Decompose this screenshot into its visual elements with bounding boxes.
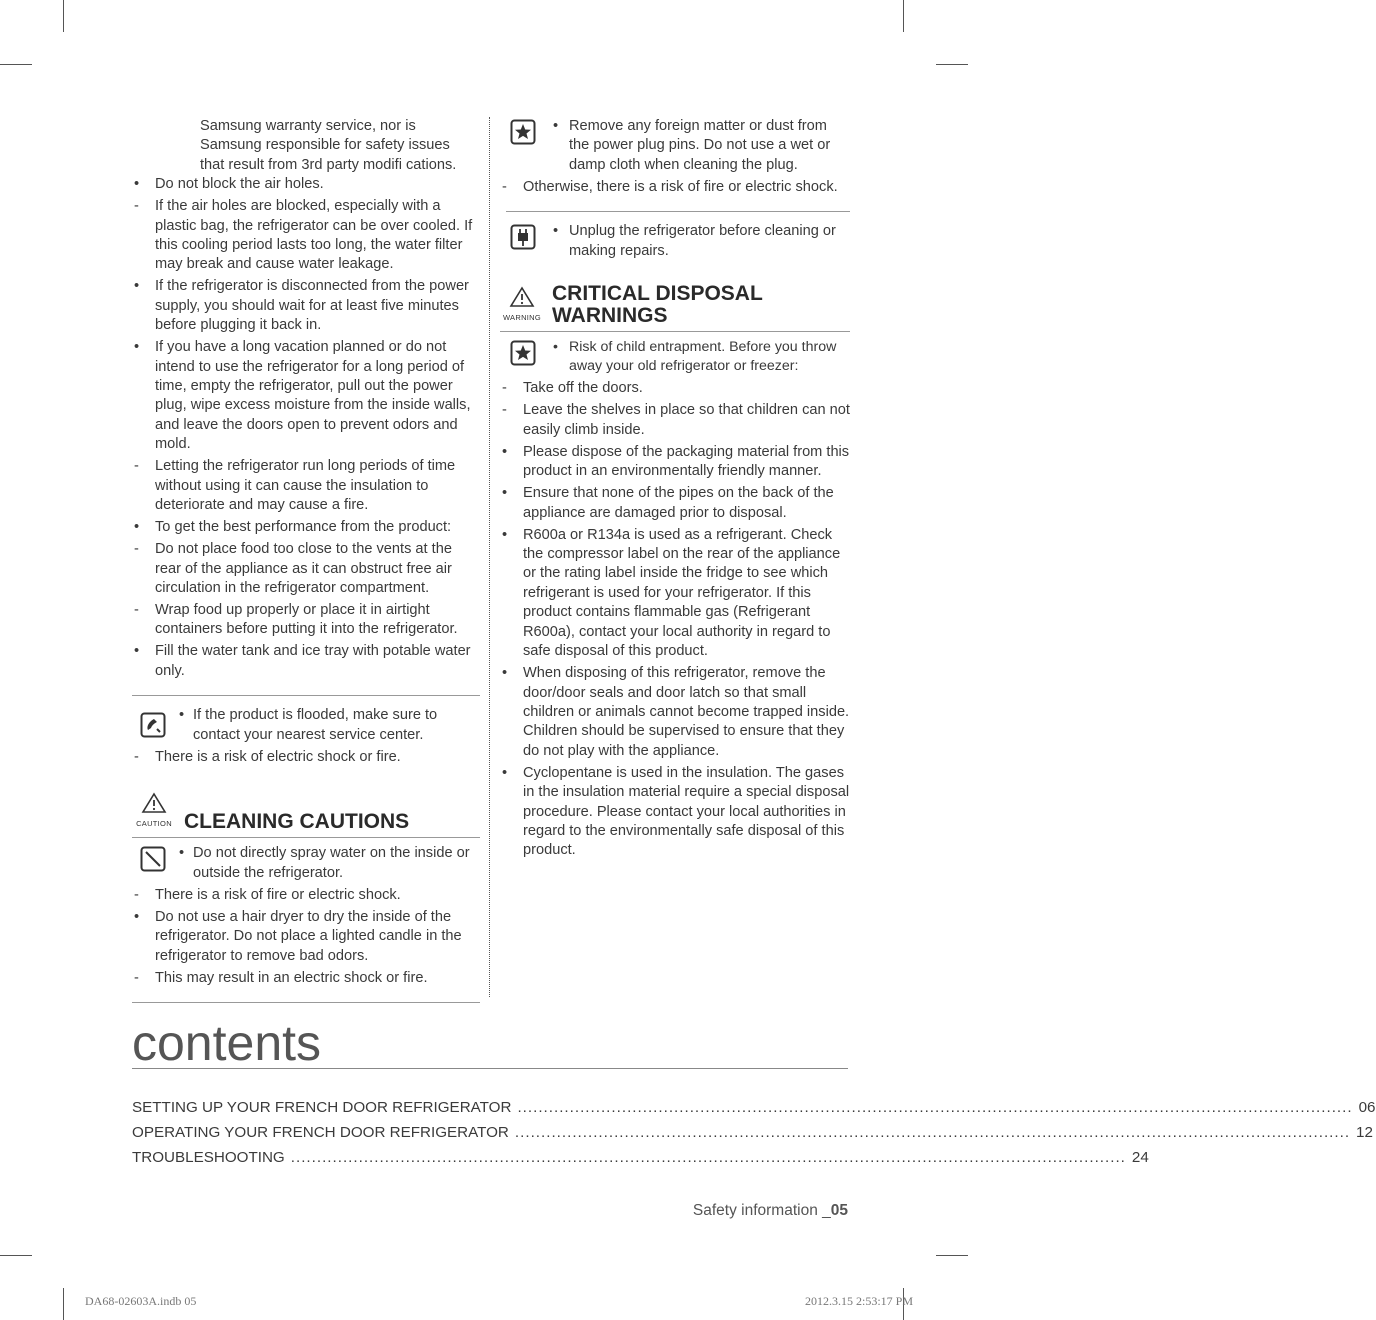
dot-leader: ................................................................................................................................................................ bbox=[517, 1099, 1353, 1116]
list-item: • Remove any foreign matter or dust from the power plug pins. Do not use a wet or damp cloth when cleaning the plug. bbox=[553, 118, 831, 173]
list-item: • Fill the water tank and ice tray with potable water only. bbox=[134, 643, 471, 679]
crop-mark bbox=[0, 64, 32, 65]
print-slug-date: 2012.3.15 2:53:17 PM bbox=[804, 1294, 913, 1308]
safety-list bbox=[132, 175, 480, 681]
list-item: • Please dispose of the packaging material from this product in an environmentally friendly manner. bbox=[502, 443, 850, 480]
contents-title: contents bbox=[132, 1015, 322, 1071]
crop-mark bbox=[936, 64, 968, 65]
unplug-icon bbox=[510, 224, 536, 250]
list-item: • Risk of child entrapment. Before you throw away your old refrigerator or freezer: bbox=[553, 339, 837, 375]
flood-notice bbox=[132, 706, 480, 745]
important-star-icon bbox=[510, 340, 536, 366]
cleaning-heading bbox=[132, 793, 480, 833]
important-star-icon bbox=[510, 119, 536, 145]
crop-mark bbox=[903, 0, 904, 32]
list-item: • Do not block the air holes. bbox=[134, 176, 324, 193]
text-line: Samsung responsible for safety issues bbox=[200, 137, 450, 154]
list-item: • To get the best performance from the product: bbox=[134, 519, 452, 536]
crop-mark bbox=[0, 1255, 32, 1256]
page-number: 05 bbox=[830, 1202, 848, 1219]
text-line: Samsung warranty service, nor is bbox=[200, 118, 416, 134]
left-column bbox=[132, 117, 480, 1013]
right-column bbox=[500, 117, 850, 863]
print-slug-file: DA68-02603A.indb 05 bbox=[85, 1294, 197, 1308]
spray-notice bbox=[132, 844, 480, 883]
toc-entry[interactable]: SETTING UP YOUR FRENCH DOOR REFRIGERATOR ................................................................................................................................................................ 06 bbox=[132, 1099, 1376, 1116]
list-item: • When disposing of this refrigerator, remove the door/door seals and door latch so that small children or animals cannot become trapped inside. Children should be supervised to ensure that they do not play with the appliance. bbox=[502, 665, 850, 759]
list-item: • Do not directly spray water on the inside or outside the refrigerator. bbox=[179, 845, 470, 881]
contents-rule bbox=[132, 1068, 848, 1069]
section-rule bbox=[132, 1002, 480, 1003]
page-footer: Safety information _05 bbox=[692, 1202, 848, 1219]
warning-icon: WARNING bbox=[500, 287, 544, 327]
toc-entry[interactable]: OPERATING YOUR FRENCH DOOR REFRIGERATOR ................................................................................................................................................................ 12 bbox=[132, 1124, 1373, 1141]
list-item: - Letting the refrigerator run long periods of time without using it can cause the insulation to deteriorate and may cause a fire. bbox=[134, 458, 456, 514]
section-rule bbox=[500, 331, 850, 332]
list-item: • R600a or R134a is used as a refrigerant. Check the compressor label on the rear of the appliance or the rating label inside the fridge to see which refrigerant is used for your refrigerator. If this product contains flammable gas (Refrigerant R600a), contact your local authority in regard to safe disposal of this product. bbox=[502, 526, 841, 660]
list-item: - Leave the shelves in place so that children can not easily climb inside. bbox=[502, 402, 850, 438]
list-item: - There is a risk of fire or electric shock. bbox=[134, 886, 401, 903]
list-item: • If you have a long vacation planned or do not intend to use the refrigerator for a long period of time, empty the refrigerator, pull out the power plug, wipe excess moisture from the inside walls, and leave the doors open to prevent odors and mold. bbox=[134, 339, 471, 453]
crop-mark bbox=[63, 1288, 64, 1320]
intro-continuation bbox=[132, 117, 480, 175]
list-item: - There is a risk of electric shock or fire. bbox=[134, 748, 401, 765]
table-of-contents bbox=[132, 1099, 1376, 1174]
crop-mark bbox=[936, 1255, 968, 1256]
caution-icon: CAUTION bbox=[132, 793, 176, 833]
crop-mark bbox=[63, 0, 64, 32]
list-item: - Do not place food too close to the vents at the rear of the appliance as it can obstruct free air circulation in the refrigerator compartment. bbox=[134, 541, 452, 596]
disposal-list bbox=[500, 379, 850, 860]
list-item: • Cyclopentane is used in the insulation. The gases in the insulation material require a special disposal procedure. Please contact your local authorities in regard to the environmentally safe disposal of this product. bbox=[502, 764, 850, 859]
entrapment-notice bbox=[500, 338, 850, 377]
list-item: - Take off the doors. bbox=[502, 380, 643, 397]
list-item: - This may result in an electric shock or fire. bbox=[134, 969, 428, 986]
section-rule bbox=[132, 837, 480, 838]
list-item: - Otherwise, there is a risk of fire or electric shock. bbox=[502, 178, 838, 195]
section-rule bbox=[506, 211, 850, 212]
unplug-notice bbox=[500, 222, 850, 261]
disposal-heading bbox=[500, 283, 850, 327]
section-rule bbox=[132, 695, 480, 696]
text-line: that result from 3rd party modifi cations. bbox=[200, 156, 457, 173]
column-divider bbox=[489, 117, 490, 997]
list-item: - If the air holes are blocked, especially with a plastic bag, the refrigerator can be over cooled. If this cooling period lasts too long, the water filter may break and cause water leakage. bbox=[134, 198, 473, 273]
list-item: • If the product is flooded, make sure to contact your nearest service center. bbox=[179, 707, 438, 743]
list-item: • Do not use a hair dryer to dry the inside of the refrigerator. Do not place a lighted candle in the refrigerator to remove bad odors. bbox=[134, 908, 462, 964]
list-item: - Wrap food up properly or place it in airtight containers before putting it into the refrigerator. bbox=[134, 601, 458, 638]
list-item: • Ensure that none of the pipes on the back of the appliance are damaged prior to disposal. bbox=[502, 485, 834, 521]
dot-leader: ................................................................................................................................................................ bbox=[514, 1124, 1351, 1141]
no-spray-icon bbox=[140, 846, 166, 872]
contact-service-icon bbox=[140, 712, 166, 738]
dot-leader: ................................................................................................................................................................ bbox=[290, 1149, 1126, 1166]
list-item: • If the refrigerator is disconnected from the power supply, you should wait for at least five minutes before plugging it back in. bbox=[134, 278, 469, 334]
list-item: • Unplug the refrigerator before cleaning or making repairs. bbox=[553, 223, 836, 259]
plug-notice bbox=[500, 117, 850, 175]
section-title: CRITICAL DISPOSAL WARNINGS bbox=[552, 282, 763, 328]
toc-entry[interactable]: TROUBLESHOOTING ................................................................................................................................................................ 24 bbox=[132, 1149, 1149, 1166]
section-title: CLEANING CAUTIONS bbox=[184, 810, 410, 834]
